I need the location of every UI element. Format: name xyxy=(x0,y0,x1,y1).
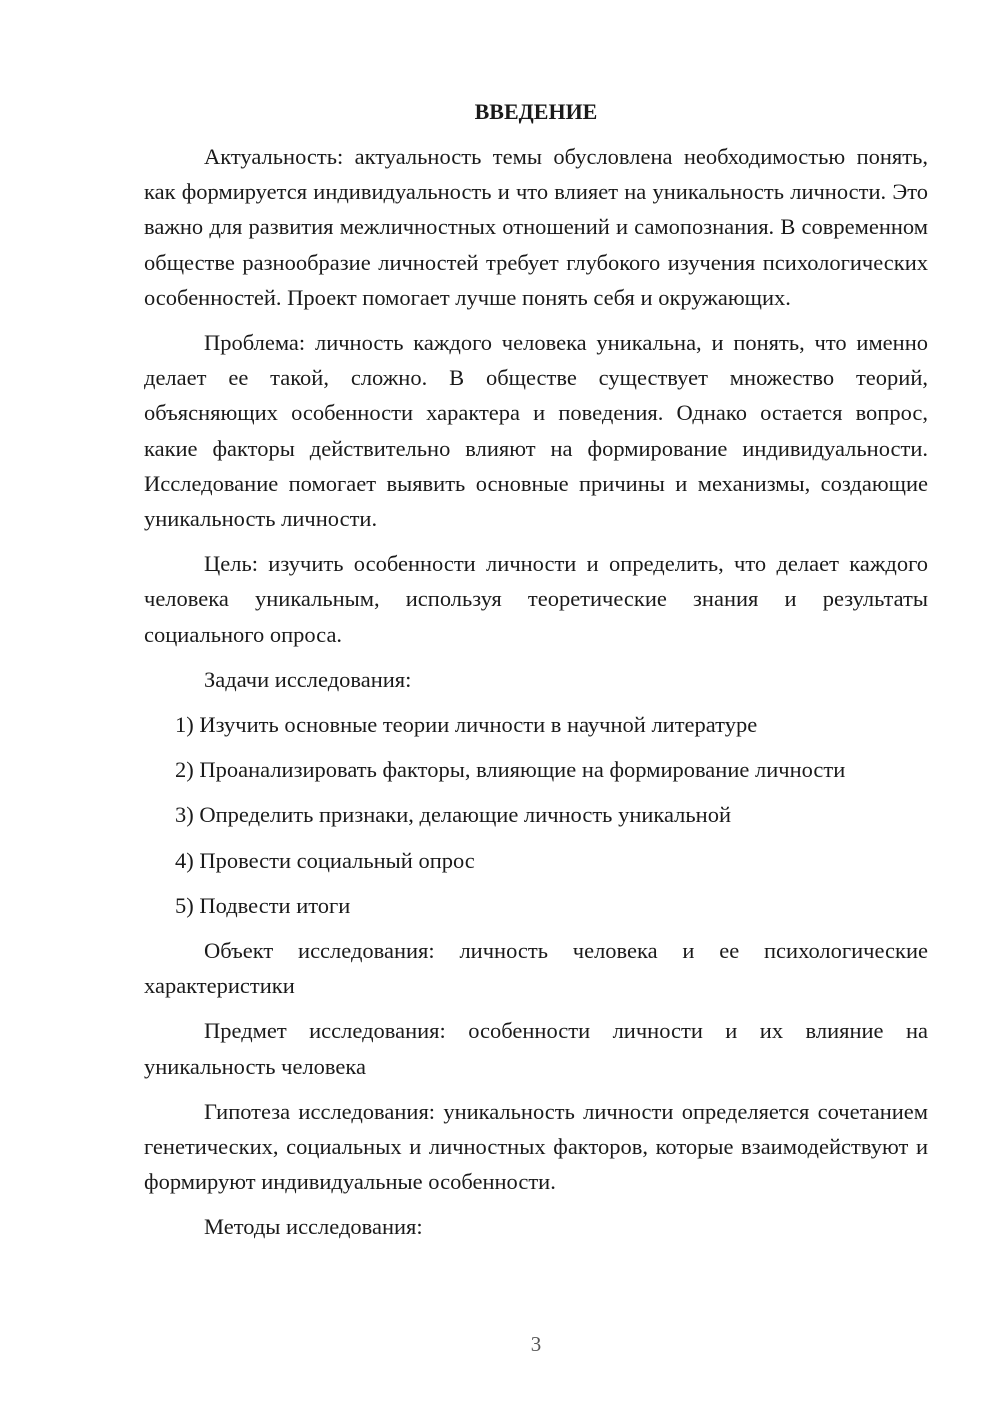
problem-paragraph: Проблема: личность каждого человека уникальна, и понять, что именно делает ее такой, сложно. В обществе существует множество теорий, объясняющих особенности характера и поведения. Однако остается вопрос, какие факторы действительно влияют на формирование индивидуальности. Исследование помогает выявить основные причины и механизмы, создающие уникальность личности. xyxy=(144,330,928,532)
task-item: 2) Проанализировать факторы, влияющие на формирование личности xyxy=(175,757,846,783)
goal-paragraph: Цель: изучить особенности личности и определить, что делает каждого человека уникальным, используя теоретические знания и результаты социального опроса. xyxy=(144,551,928,647)
page-content xyxy=(144,94,928,1255)
page-number: 3 xyxy=(530,1332,542,1356)
relevance-paragraph: Актуальность: актуальность темы обусловлена необходимостью понять, как формируется индивидуальность и что влияет на уникальность личности. Это важно для развития межличностных отношений и самопознания. В современном обществе разнообразие личностей требует глубокого изучения психологических особенностей. Проект помогает лучше понять себя и окружающих. xyxy=(144,144,928,310)
task-item: 5) Подвести итоги xyxy=(175,892,351,918)
subject-paragraph: Предмет исследования: особенности личности и их влияние на уникальность человека xyxy=(144,1018,928,1079)
methods-heading: Методы исследования: xyxy=(204,1214,423,1240)
section-title: ВВЕДЕНИЕ xyxy=(474,99,598,124)
task-item: 4) Провести социальный опрос xyxy=(175,847,475,873)
tasks-heading: Задачи исследования: xyxy=(204,666,412,692)
object-paragraph: Объект исследования: личность человека и ее психологические характеристики xyxy=(144,938,928,999)
task-item: 1) Изучить основные теории личности в научной литературе xyxy=(175,712,758,738)
hypothesis-paragraph: Гипотеза исследования: уникальность личности определяется сочетанием генетических, социальных и личностных факторов, которые взаимодействуют и формируют индивидуальные особенности. xyxy=(144,1098,928,1195)
task-item: 3) Определить признаки, делающие личность уникальной xyxy=(175,802,731,828)
tasks-list xyxy=(144,707,928,923)
